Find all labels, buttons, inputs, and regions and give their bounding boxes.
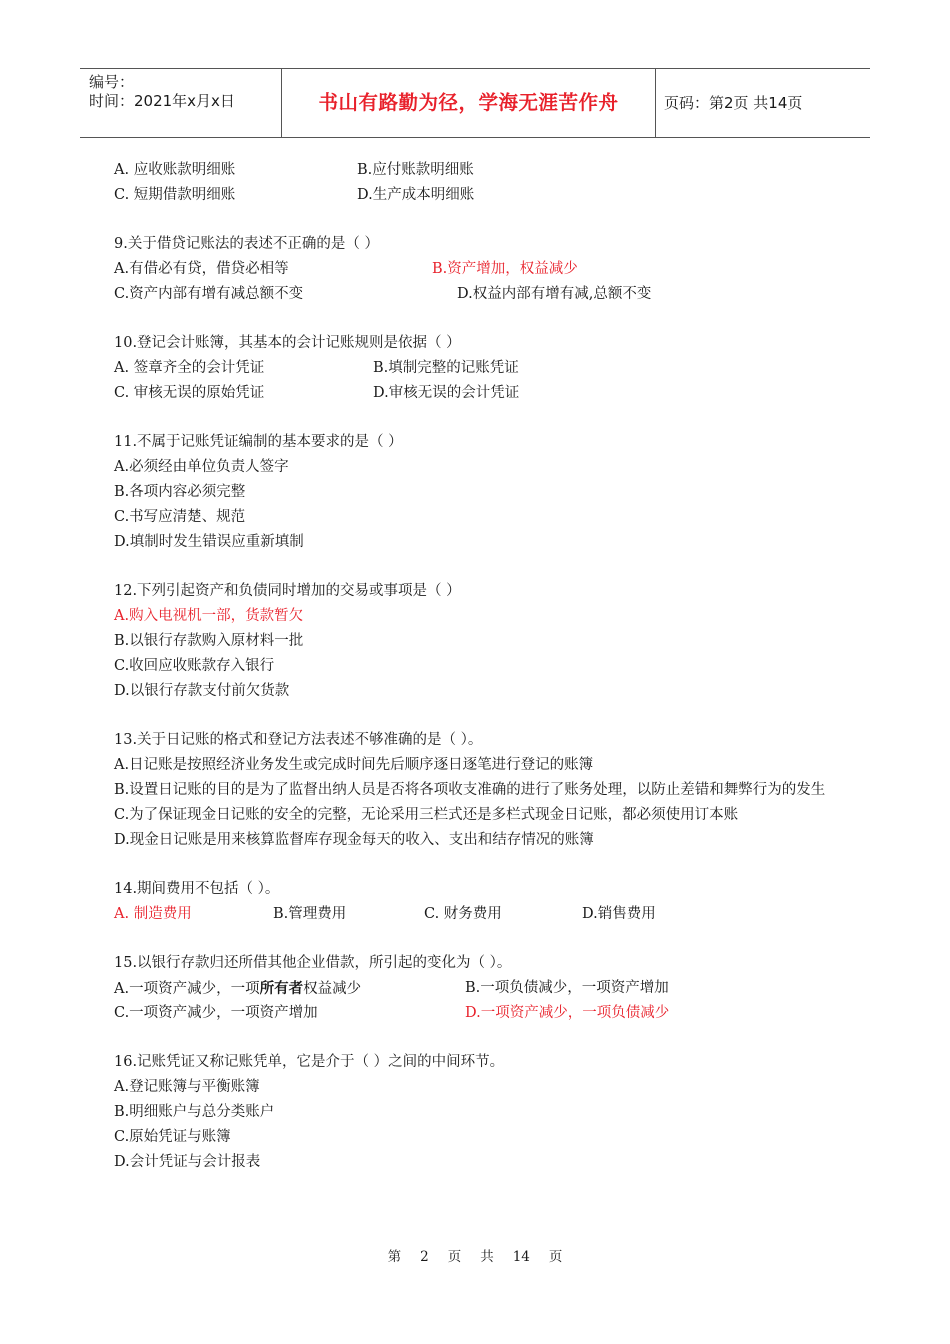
option-c: C.资产内部有增有减总额不变 — [114, 286, 304, 302]
option-b: B.管理费用 — [273, 906, 347, 922]
option-c: C.书写应清楚、规范 — [114, 509, 246, 525]
option-b: B.一项负债减少，一项资产增加 — [465, 980, 669, 996]
option-b: B.设置日记账的目的是为了监督出纳人员是否将各项收支准确的进行了账务处理，以防止差错和舞弊行为的发生 — [114, 782, 826, 798]
footer-text: 共 — [480, 1249, 494, 1265]
option-a-text: A.一项资产减少，一项 — [114, 981, 260, 997]
option-b: B.各项内容必须完整 — [114, 484, 246, 500]
option-c: C. 财务费用 — [424, 906, 502, 922]
option-row — [114, 183, 844, 208]
option-a: A.登记账簿与平衡账簿 — [114, 1079, 260, 1095]
option-a: A.必须经由单位负责人签字 — [114, 459, 289, 475]
question-stem: 16.记账凭证又称记账凭单，它是介于（ ）之间的中间环节。 — [114, 1054, 505, 1070]
option-a: A. 应收账款明细账 — [114, 162, 236, 178]
option-row — [114, 282, 844, 307]
option-d: D.销售费用 — [582, 906, 656, 922]
footer-text: 第 — [387, 1249, 402, 1265]
option-d: D.以银行存款支付前欠货款 — [114, 683, 290, 699]
option-d: D.权益内部有增有减,总额不变 — [457, 286, 652, 302]
option-b: B.应付账款明细账 — [357, 162, 474, 178]
option-d: D.审核无误的会计凭证 — [373, 385, 520, 401]
option-a-bold: 所有者 — [259, 980, 304, 997]
option-row — [114, 356, 844, 381]
page-footer — [0, 1245, 950, 1265]
question-stem: 14.期间费用不包括（ ）。 — [114, 881, 280, 897]
option-b: B.填制完整的记账凭证 — [373, 360, 519, 376]
question-stem: 12.下列引起资产和负债同时增加的交易或事项是（ ） — [114, 583, 461, 599]
question-list — [114, 158, 844, 1175]
question-stem: 11.不属于记账凭证编制的基本要求的是（ ） — [114, 434, 403, 450]
option-c: C. 审核无误的原始凭证 — [114, 385, 265, 401]
option-a-answer: A.购入电视机一部，货款暂欠 — [114, 608, 304, 624]
option-a — [114, 981, 361, 997]
option-c: C.原始凭证与账簿 — [114, 1129, 231, 1145]
option-c: C. 短期借款明细账 — [114, 187, 236, 203]
option-d: D.现金日记账是用来核算监督库存现金每天的收入、支出和结存情况的账簿 — [114, 832, 594, 848]
option-d: D.会计凭证与会计报表 — [114, 1154, 261, 1170]
time-label: 时间：2021年x月x日 — [89, 92, 235, 110]
option-b-answer: B.资产增加，权益减少 — [432, 261, 578, 277]
option-row — [114, 381, 844, 406]
question-stem: 9.关于借贷记账法的表述不正确的是（ ） — [114, 236, 379, 252]
option-row — [114, 1001, 844, 1026]
option-b: B.以银行存款购入原材料一批 — [114, 633, 304, 649]
option-d: D.填制时发生错误应重新填制 — [114, 534, 304, 550]
option-row — [114, 976, 844, 1001]
option-row — [114, 257, 844, 282]
option-a: A.有借必有贷，借贷必相等 — [114, 261, 289, 277]
option-c: C.一项资产减少，一项资产增加 — [114, 1005, 318, 1021]
footer-total-pages: 14 — [512, 1249, 530, 1265]
question-stem: 15.以银行存款归还所借其他企业借款，所引起的变化为（ ）。 — [114, 955, 512, 971]
option-c: C.为了保证现金日记账的安全的完整，无论采用三栏式还是多栏式现金日记账，都必须使用订本账 — [114, 807, 739, 823]
footer-text: 页 — [447, 1249, 462, 1265]
header-page-info: 页码：第2页 共14页 — [664, 94, 803, 112]
option-a: A.日记账是按照经济业务发生或完成时间先后顺序逐日逐笔进行登记的账簿 — [114, 757, 594, 773]
footer-page-number: 2 — [420, 1249, 429, 1265]
footer-text: 页 — [548, 1249, 563, 1265]
option-c: C.收回应收账款存入银行 — [114, 658, 275, 674]
option-row — [114, 902, 844, 927]
header-meta — [80, 69, 282, 137]
question-stem: 10.登记会计账簿，其基本的会计记账规则是依据（ ） — [114, 335, 461, 351]
number-label: 编号： — [89, 73, 135, 91]
option-a-text-end: 权益减少 — [303, 981, 362, 997]
question-stem: 13.关于日记账的格式和登记方法表述不够准确的是（ ）。 — [114, 732, 483, 748]
option-d-answer: D.一项资产减少，一项负债减少 — [465, 1005, 670, 1021]
document-header — [80, 68, 870, 138]
option-b: B.明细账户与总分类账户 — [114, 1104, 275, 1120]
header-motto: 书山有路勤为径，学海无涯苦作舟 — [282, 69, 656, 137]
option-row — [114, 158, 844, 183]
option-a: A. 签章齐全的会计凭证 — [114, 360, 265, 376]
option-d: D.生产成本明细账 — [357, 187, 475, 203]
option-a-answer: A. 制造费用 — [114, 906, 192, 922]
